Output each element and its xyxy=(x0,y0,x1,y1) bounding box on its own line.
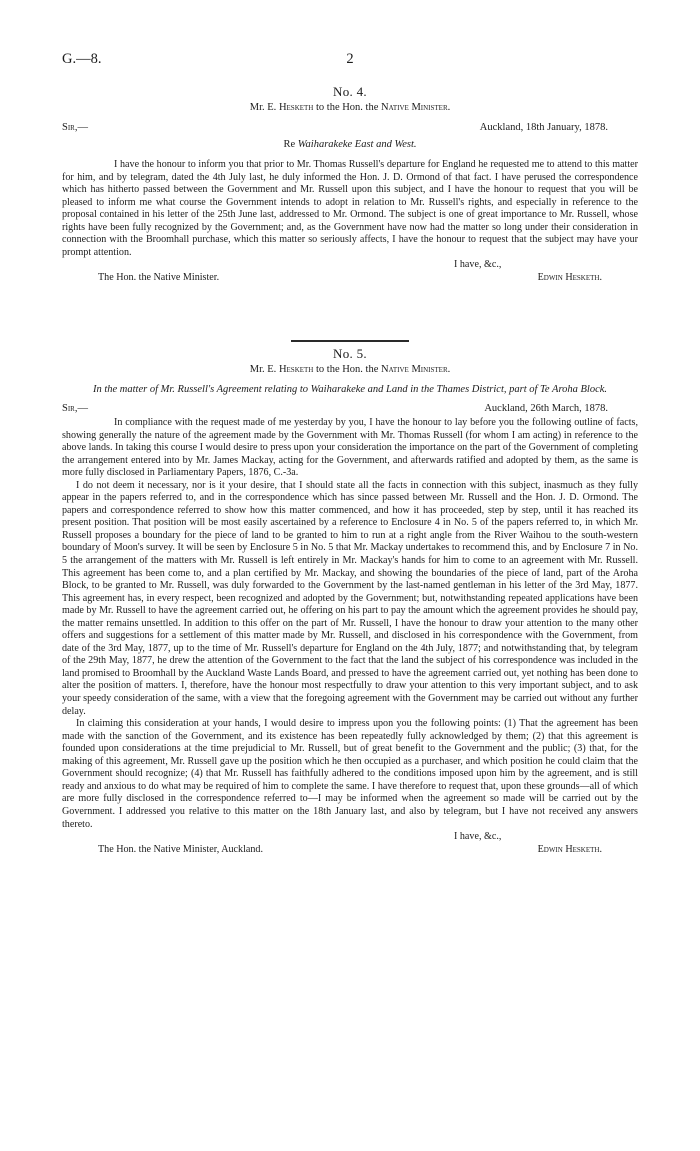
paragraph: I do not deem it necessary, nor is it your desire, that I should state all the facts in connection with this subject, inasmuch as they fully appear in the papers referred to, and in the correspondence which has since passed between Mr. Russell and the Hon. J. D. Ormond. The papers and correspondence referred to show how this matter commenced, and how it has proceeded, step by step, until it has reached its present position. That position will be most easily ascertained by a reference to Enclosure 4 in No. 5 of the papers referred to, in which Mr. Russell proposes a boundary for the piece of land to be granted to him to run at a right angle from the River Waihou to the south-western boundary of Moon's survey. It will be seen by Enclosure 5 in No. 5 that Mr. Mackay undertakes to recommend this, and by Enclosure 7 in No. 5 the arrangement of the matters with Mr. Russell is left entirely in Mr. Mackay's hands for him to come to an agreement with Mr. Russell. This agreement has been come to, and a plan certified by Mr. Mackay, and showing the boundaries of the piece of land, part of the Aroha Block, to be granted to Mr. Russell, was duly forwarded to the Government by the last-named gentleman in his letter of the 3rd May, 1877. This agreement has, in every respect, been recognized and adopted by the Government; but, notwithstanding repeated applications have been made by Mr. Russell to have the agreement carried out, he offering on his part to pay the amount which the agreement provides he should pay, the matter remains unsettled. In addition to this offer on the part of Mr. Russell, I have the honour to draw your attention to the many other offers and suggestions for a settlement of this matter made by Mr. Russell, and disclosed in his correspondence with the Government, from date of the 3rd May, 1877, up to the time of Mr. Russell's departure for England on the 4th July, 1877; and notwithstanding that, by telegram of the 29th May, 1877, he drew the attention of the Government to the fact that the land the subject of his correspondence was included in the land promised to Broomhall by the Auckland Waste Lands Board, and pressed to have the agreement carried out, yet nothing has been done to alter the position of matters. I, therefore, have the honour most respectfully to draw your attention to this very important subject, and to ask your speedy consideration of the same, with a view that the foregoing agreement with the Government may be carried out without any further delay. xyxy=(62,479,638,717)
place-date: Auckland, 26th March, 1878. xyxy=(484,403,608,414)
paragraph: In claiming this consideration at your hands, I would desire to impress upon you the following points: (1) That the agreement has been made with the sanction of the Government, and its existence has been repeatedly fully acknowledged by them; (2) that this agreement is founded upon considerations at the time prejudicial to Mr. Russell, but of great benefit to the Government and the public; (3) that, for the making of this agreement, Mr. Russell gave up the position which he then occupied as a purchaser, and which position he could claim that the Government should recognize; (4) that Mr. Russell has faithfully adhered to the conditions imposed upon him by the agreement, and is still ready and anxious to do what may be required of him to complete the same. I have therefore to request that, upon these grounds—all of which are more fully disclosed in the correspondence referred to—I may be informed when the agreement so made will be carried out by the Government. I addressed you relative to this matter on the 18th January last, and also by telegram, but I have not received any answers thereto. xyxy=(62,718,638,830)
closing: I have, &c., xyxy=(454,259,502,271)
page-number: 2 xyxy=(346,51,354,67)
addressee: The Hon. the Native Minister. xyxy=(98,271,220,283)
document-reference: G.—8. xyxy=(62,51,102,67)
letter-no-5 xyxy=(62,346,638,856)
salutation-line xyxy=(62,401,638,416)
salutation: Sir,— xyxy=(62,403,88,414)
paragraph: I have the honour to inform you that prior to Mr. Thomas Russell's departure for England he requested me to attend to this matter for him, and by telegram, dated the 4th July last, he duly informed the Hon. J. D. Ormond of that fact. I have perused the correspondence which has hitherto passed between the Government and Mr. Russell upon this subject, and I have the honour to request that you will be pleased to inform me what course the Government intends to adopt in relation to Mr. Russell's rights, and especially in reference to the proposal contained in his letter of the 25th June last, addressed to Mr. Ormond. The subject is one of great importance to Mr. Russell, whose rights have been fully recognized by the Government; and, as the Government have now had the matter so long under their consideration in connection with the Broomhall purchase, which this matter so seriously affects, I have the honour to request that the subject may have your prompt attention. xyxy=(62,159,638,258)
letter-no-4 xyxy=(62,84,638,285)
letter-number: No. 5. xyxy=(333,346,367,361)
addressee-line xyxy=(62,844,638,857)
letter-heading: Mr. E. Hesketh to the Hon. the Native Minister. xyxy=(249,364,451,375)
section-divider xyxy=(0,340,700,342)
letter-body xyxy=(62,159,638,259)
closing-line xyxy=(62,831,638,844)
letter-heading: Mr. E. Hesketh to the Hon. the Native Minister. xyxy=(249,102,451,113)
paragraph: In compliance with the request made of me yesterday by you, I have the honour to lay before you the following outline of facts, showing generally the nature of the agreement made by the Government with Mr. Thomas Russell (for whom I am acting) in reference to the above lands. In taking this course I would desire to press upon your consideration the importance on the part of the Government of completing the arrangement entered into by Mr. James Mackay, acting for the Government, and afterwards ratified and adopted by them, as the same is more fully disclosed in Parliamentary Papers, 1876, C.-3a. xyxy=(62,417,638,479)
letter-subject: Re Waiharakeke East and West. xyxy=(283,139,417,150)
addressee: The Hon. the Native Minister, Auckland. xyxy=(98,843,263,855)
letter-body xyxy=(62,417,638,831)
letter-number: No. 4. xyxy=(333,84,367,99)
closing-line xyxy=(62,259,638,272)
signature: Edwin Hesketh. xyxy=(537,271,602,283)
page-header xyxy=(62,51,638,71)
place-date: Auckland, 18th January, 1878. xyxy=(479,122,608,133)
addressee-line xyxy=(62,272,638,285)
signature: Edwin Hesketh. xyxy=(537,843,602,855)
letter-subject: In the matter of Mr. Russell's Agreement relating to Waiharakeke and Land in the Thames District, part of Te Aroha Block. xyxy=(92,384,608,395)
salutation-line xyxy=(62,120,638,135)
closing: I have, &c., xyxy=(454,831,502,843)
salutation: Sir,— xyxy=(62,122,88,133)
